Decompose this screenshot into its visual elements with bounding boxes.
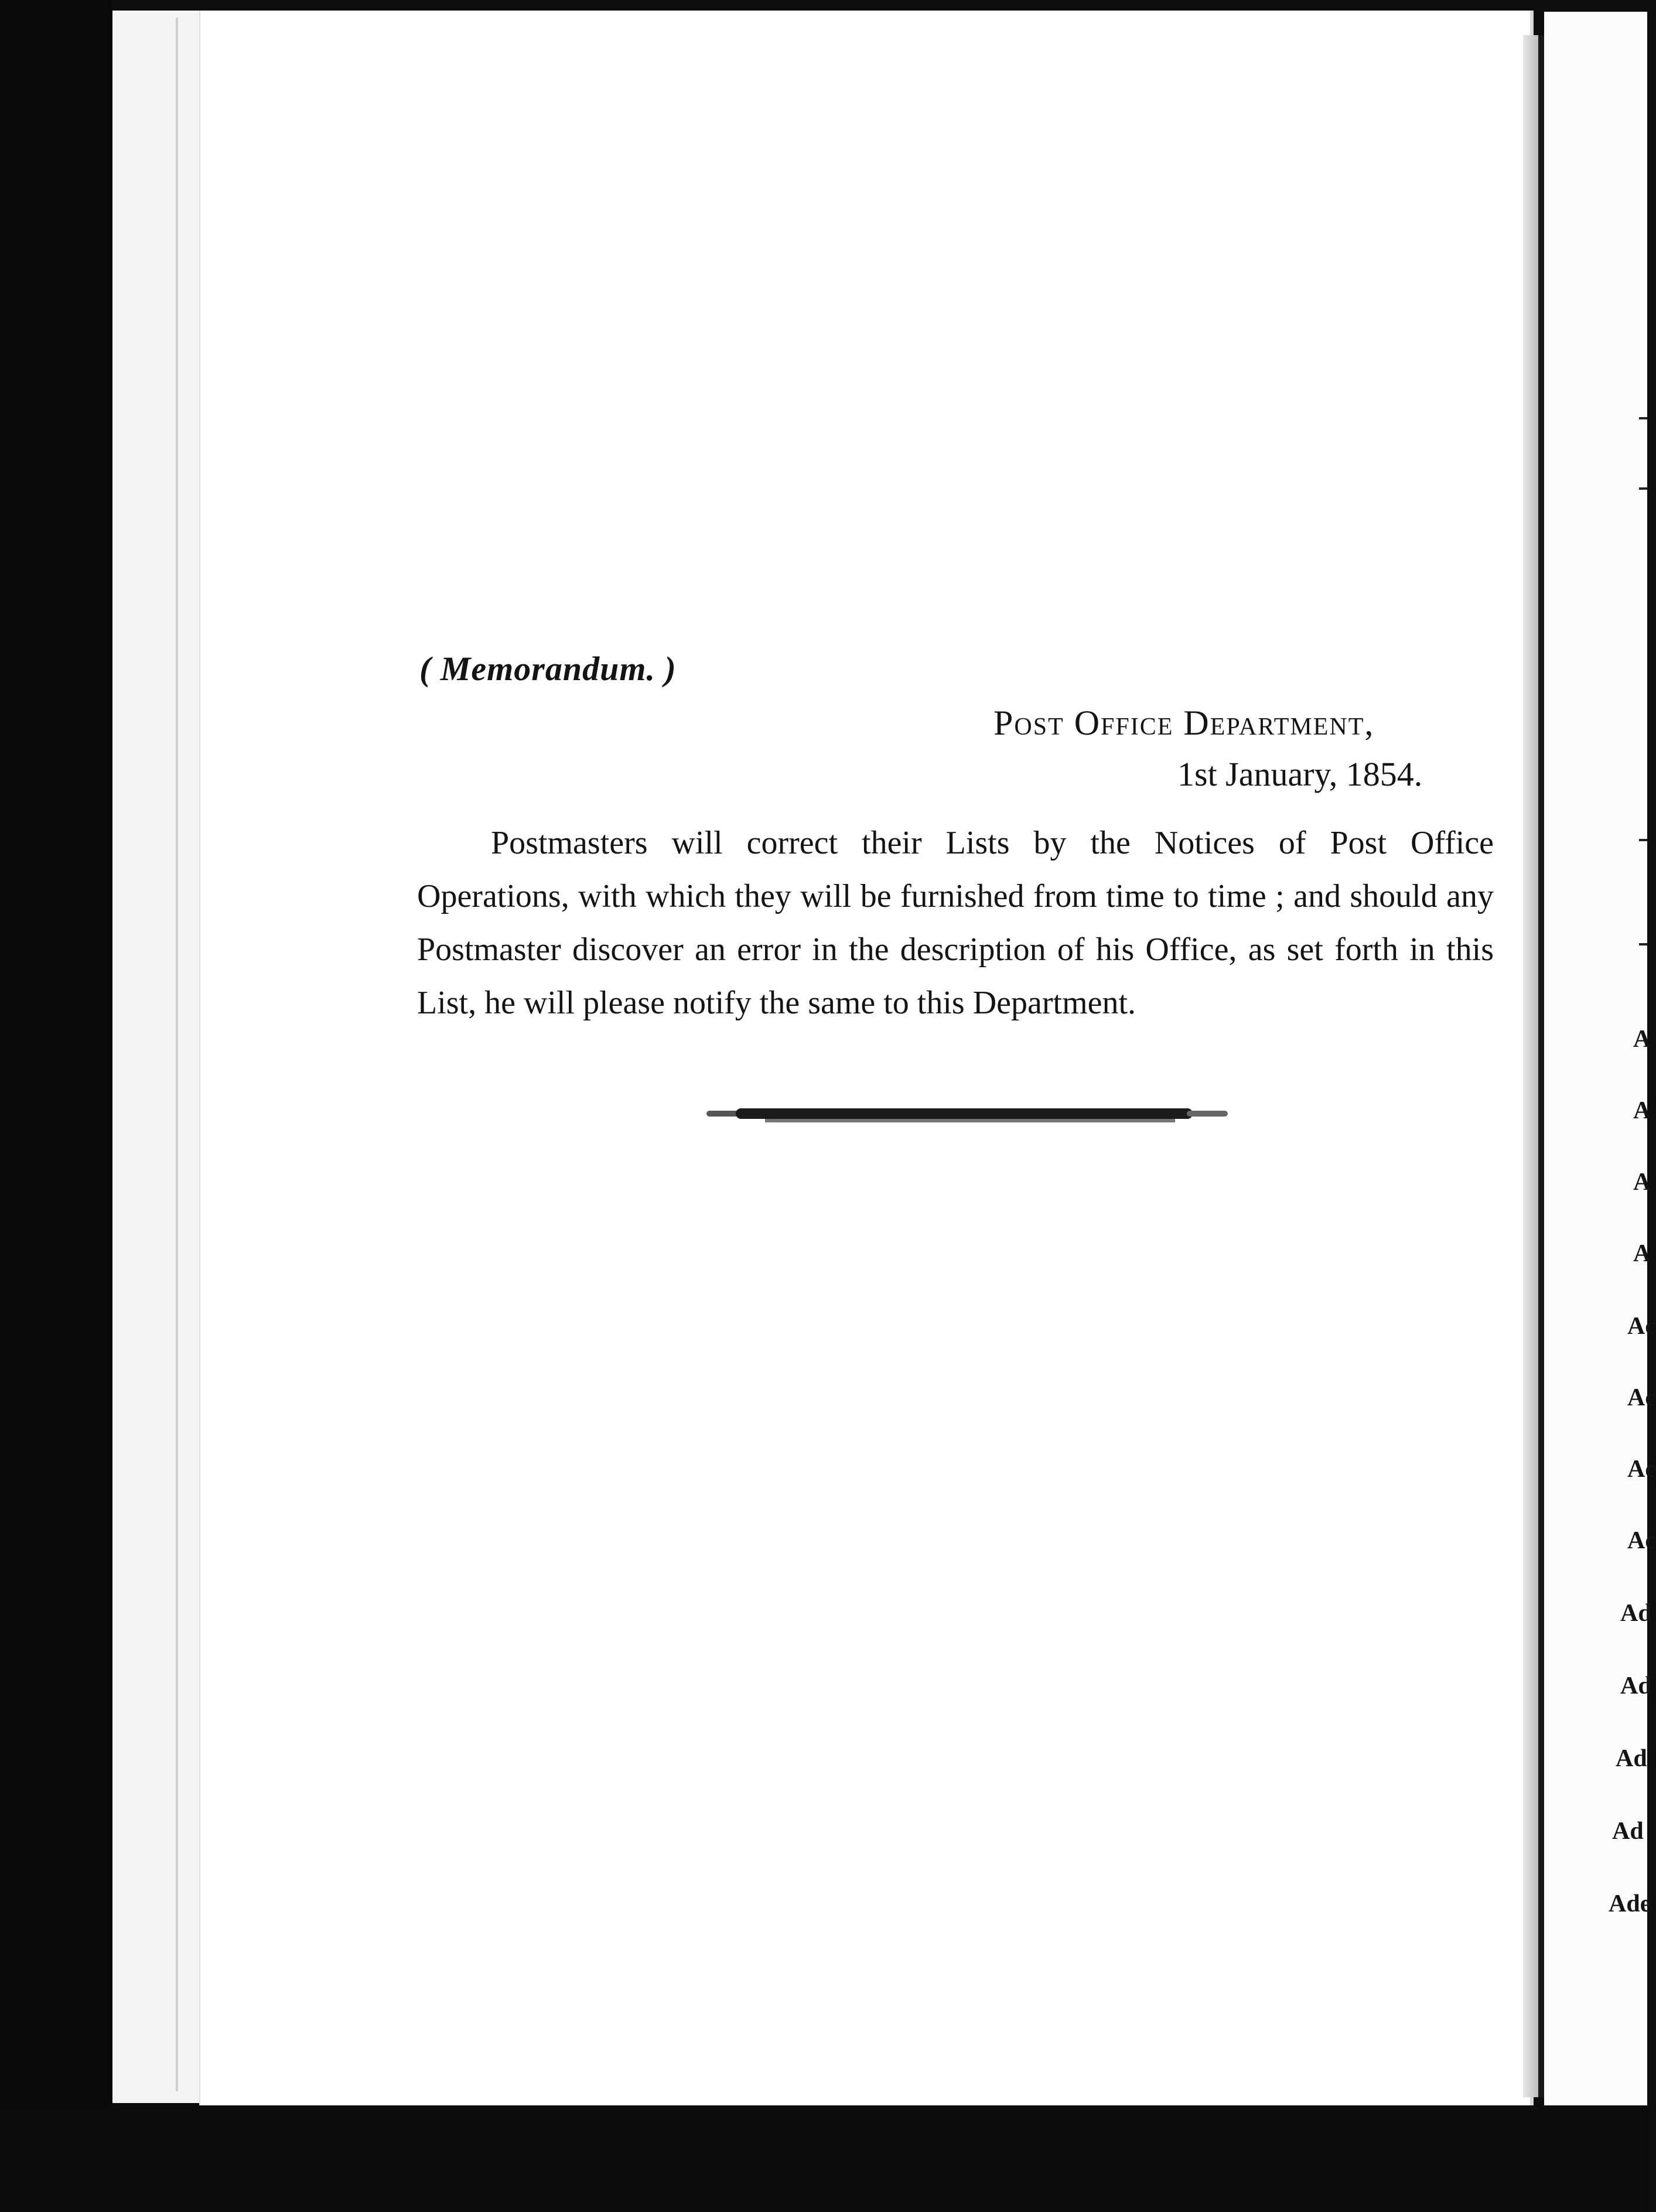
scan-edge-left [0,0,111,2212]
next-page-fragment: A [1633,1026,1651,1053]
margin-tick [1639,839,1647,841]
document-page [199,11,1530,2105]
memo-body: Postmasters will correct their Lists by the Notices of Post Office Operations, with which they will be furnished from time to time ; and should any Postmaster discover an error in the description of his Office, as set forth in this List, he will please notify the same to this Department. [417,825,1494,1021]
next-page-fragment: Ac [1627,1384,1656,1411]
memo-date: 1st January, 1854. [1177,755,1423,793]
page-gutter [1523,35,1538,2097]
margin-tick [1639,487,1647,490]
next-page-fragment: Ad [1620,1672,1652,1699]
ornamental-rule [695,1104,1234,1126]
next-page-fragment: Ad [1612,1818,1644,1845]
next-page-fragment: Ac [1627,1527,1656,1554]
next-page-fragment: A [1633,1097,1651,1124]
next-page-fragment: Ac [1627,1313,1656,1340]
next-page-fragment: Ad [1616,1745,1647,1772]
margin-tick [1639,417,1647,419]
gutter-shadow [1538,35,1544,2097]
department-heading: Post Office Department, [993,704,1375,742]
next-page-fragment: A [1633,1240,1651,1267]
next-page-fragment: Ac [1627,1456,1656,1483]
memo-title: ( Memorandum. ) [419,650,677,688]
scan-edge-bottom [0,2105,1647,2212]
next-page-edge [1544,12,1656,2121]
next-page-fragment: Ad [1620,1600,1652,1627]
back-leaf-line [176,18,178,2091]
next-page-fragment: Ade [1609,1890,1651,1917]
margin-tick [1639,943,1647,945]
next-page-fragment: A [1633,1169,1651,1196]
